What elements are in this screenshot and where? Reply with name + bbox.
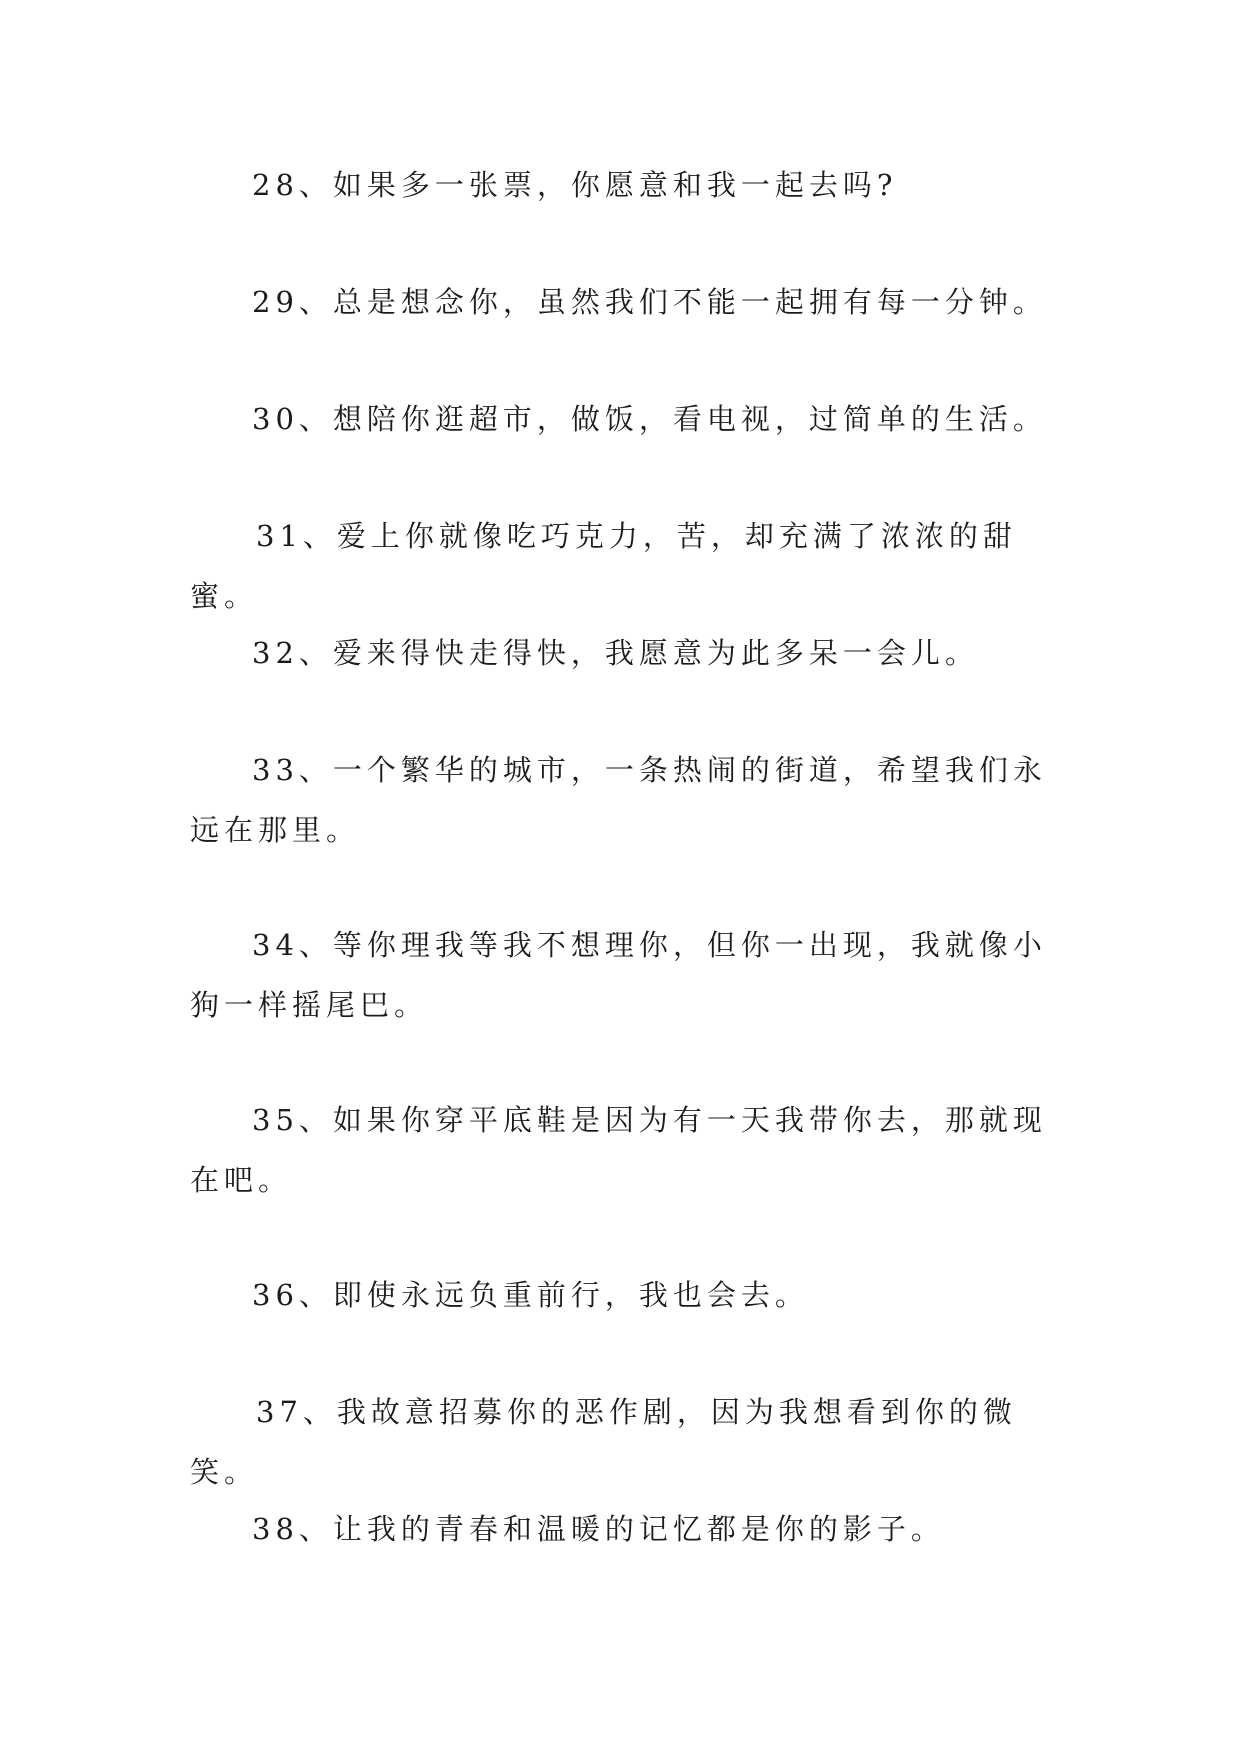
paragraph-32: 32、爱来得快走得快，我愿意为此多呆一会儿。 xyxy=(252,636,979,670)
paragraph-35: 35、如果你穿平底鞋是因为有一天我带你去，那就现在吧。 xyxy=(190,1103,1047,1197)
paragraph-30: 30、想陪你逛超市，做饭，看电视，过简单的生活。 xyxy=(252,402,1047,436)
paragraph-38: 38、让我的青春和温暖的记忆都是你的影子。 xyxy=(252,1512,945,1546)
paragraph-29: 29、总是想念你，虽然我们不能一起拥有每一分钟。 xyxy=(252,285,1047,319)
paragraph-36: 36、即使永远负重前行，我也会去。 xyxy=(252,1278,809,1312)
paragraph-34: 34、等你理我等我不想理你，但你一出现，我就像小狗一样摇尾巴。 xyxy=(190,928,1047,1022)
paragraph-33: 33、一个繁华的城市，一条热闹的街道，希望我们永远在那里。 xyxy=(190,753,1047,847)
paragraph-28: 28、如果多一张票，你愿意和我一起去吗? xyxy=(252,168,898,202)
paragraph-31: 31、爱上你就像吃巧克力，苦，却充满了浓浓的甜蜜。 xyxy=(190,519,1017,613)
paragraph-37: 37、我故意招募你的恶作剧，因为我想看到你的微笑。 xyxy=(190,1395,1017,1489)
